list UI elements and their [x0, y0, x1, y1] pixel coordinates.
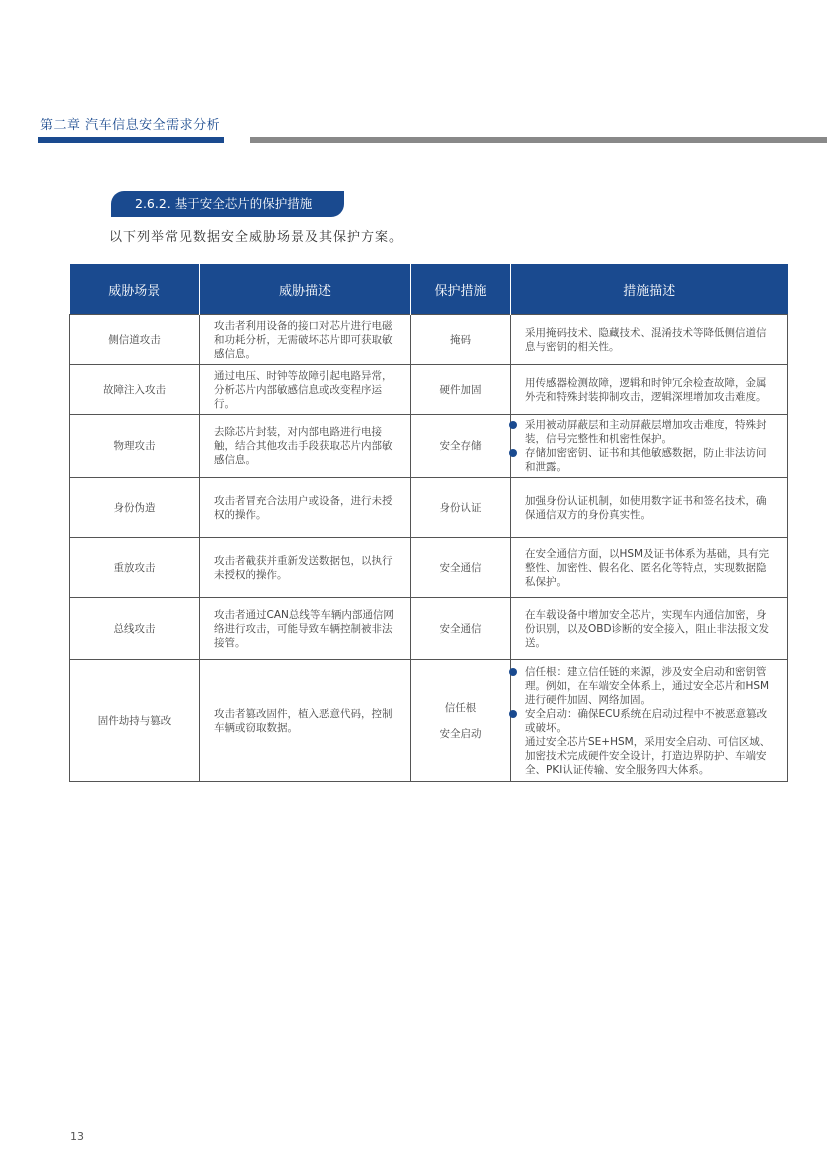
cell-scenario: 重放攻击 [70, 538, 200, 598]
description-text: 通过安全芯片SE+HSM，采用安全启动、可信区域、加密技术完成硬件安全设计，打造边界防护、车端安全、PKI认证传输、安全服务四大体系。 [525, 735, 771, 776]
bullet-item [525, 707, 773, 735]
cell-measures [411, 365, 511, 415]
cell-measures [411, 315, 511, 365]
cell-description [511, 538, 788, 598]
measure-label: 安全存储 [439, 440, 482, 452]
header-rule-gray [250, 137, 827, 143]
description-text: 在安全通信方面，以HSM及证书体系为基础，具有完整性、加密性、假名化、匿名化等特点，实现数据隐私保护。 [525, 547, 770, 588]
cell-threat: 通过电压、时钟等故障引起电路异常，分析芯片内部敏感信息或改变程序运行。 [200, 365, 411, 415]
table-row [70, 415, 788, 478]
measure-label: 信任根 [444, 701, 477, 714]
description-text: 加强身份认证机制，如使用数字证书和签名技术，确保通信双方的身份真实性。 [525, 494, 767, 521]
cell-measures [411, 598, 511, 660]
measure-label: 安全启动 [439, 727, 482, 740]
description-text: 在车载设备中增加安全芯片，实现车内通信加密，身份识别，以及OBD诊断的安全接入，阻止非法报文发送。 [525, 608, 770, 649]
bullet-dot-icon [509, 668, 517, 676]
cell-description [511, 315, 788, 365]
table-body [70, 315, 788, 782]
bullet-dot-icon [509, 421, 517, 429]
cell-measures [411, 538, 511, 598]
bullet-list [525, 418, 773, 474]
chapter-title: 第二章 汽车信息安全需求分析 [40, 118, 221, 133]
measure-label: 硬件加固 [439, 383, 482, 396]
cell-description [511, 478, 788, 538]
measure-label: 身份认证 [439, 501, 482, 514]
cell-description [511, 598, 788, 660]
cell-description [511, 660, 788, 782]
cell-description [511, 365, 788, 415]
measure-label: 安全通信 [439, 561, 482, 574]
bullet-item [525, 665, 773, 707]
bullet-item [525, 446, 773, 474]
cell-scenario: 侧信道攻击 [70, 315, 200, 365]
measure-label: 掩码 [450, 333, 471, 346]
header-description: 措施描述 [511, 264, 788, 315]
table-row [70, 365, 788, 415]
section-heading: 2.6.2. 基于安全芯片的保护措施 [111, 191, 344, 217]
bullet-text: 存储加密密钥、证书和其他敏感数据，防止非法访问和泄露。 [525, 447, 767, 473]
cell-description [511, 415, 788, 478]
description-text: 采用掩码技术、隐藏技术、混淆技术等降低侧信道信息与密钥的相关性。 [525, 326, 767, 353]
cell-threat: 攻击者利用设备的接口对芯片进行电磁和功耗分析，无需破坏芯片即可获取敏感信息。 [200, 315, 411, 365]
header-rule-blue [38, 137, 224, 143]
bullet-text: 安全启动：确保ECU系统在启动过程中不被恶意篡改或破坏。 [525, 707, 768, 734]
table-row [70, 478, 788, 538]
bullet-text: 采用被动屏蔽层和主动屏蔽层增加攻击难度，特殊封装，信号完整性和机密性保护。 [525, 419, 767, 445]
bullet-dot-icon [509, 710, 517, 718]
description-text: 用传感器检测故障，逻辑和时钟冗余检查故障，金属外壳和特殊封装抑制攻击，逻辑深埋增加攻击难度。 [525, 376, 767, 403]
table-header-row [70, 264, 788, 315]
cell-threat: 攻击者通过CAN总线等车辆内部通信网络进行攻击，可能导致车辆控制被非法接管。 [200, 598, 411, 660]
header-measures: 保护措施 [411, 264, 511, 315]
cell-measures [411, 415, 511, 478]
cell-threat: 攻击者篡改固件，植入恶意代码，控制车辆或窃取数据。 [200, 660, 411, 782]
bullet-item [525, 418, 773, 446]
table-row [70, 315, 788, 365]
table-row [70, 660, 788, 782]
cell-threat: 攻击者冒充合法用户或设备，进行未授权的操作。 [200, 478, 411, 538]
cell-threat: 攻击者截获并重新发送数据包，以执行未授权的操作。 [200, 538, 411, 598]
threat-table [69, 264, 788, 782]
cell-threat: 去除芯片封装，对内部电路进行电接触，结合其他攻击手段获取芯片内部敏感信息。 [200, 415, 411, 478]
cell-measures [411, 478, 511, 538]
cell-measures [411, 660, 511, 782]
bullet-dot-icon [509, 449, 517, 457]
bullet-list [525, 665, 773, 735]
cell-scenario: 固件劫持与篡改 [70, 660, 200, 782]
intro-text: 以下列举常见数据安全威胁场景及其保护方案。 [109, 230, 404, 245]
cell-scenario: 故障注入攻击 [70, 365, 200, 415]
header-scenario: 威胁场景 [70, 264, 200, 315]
header-threat: 威胁描述 [200, 264, 411, 315]
table-row [70, 538, 788, 598]
cell-scenario: 身份伪造 [70, 478, 200, 538]
table-row [70, 598, 788, 660]
page-number: 13 [70, 1130, 84, 1143]
measure-label: 安全通信 [439, 622, 482, 635]
cell-scenario: 总线攻击 [70, 598, 200, 660]
bullet-text: 信任根：建立信任链的来源，涉及安全启动和密钥管理。例如，在车端安全体系上，通过安全芯片和HSM进行硬件加固、网络加固。 [525, 665, 770, 706]
cell-scenario: 物理攻击 [70, 415, 200, 478]
